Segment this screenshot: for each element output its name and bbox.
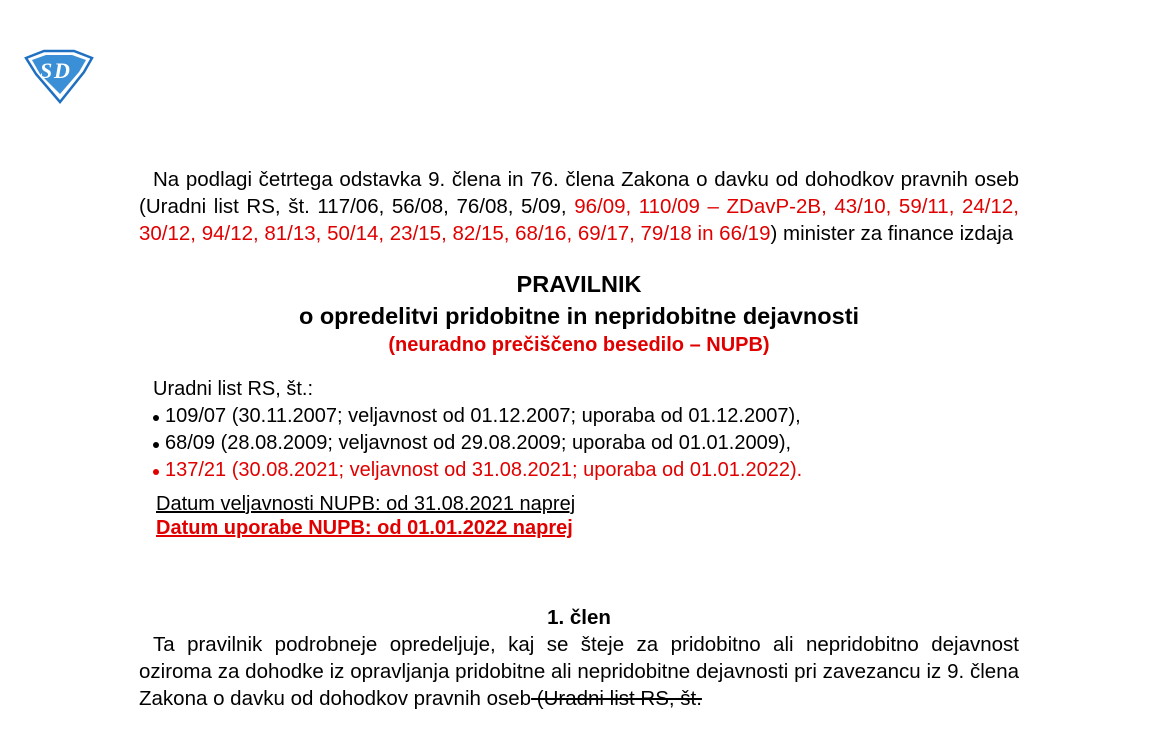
document-status-note: (neuradno prečiščeno besedilo – NUPB) xyxy=(388,334,770,356)
gazette-item xyxy=(153,430,1019,457)
bullet-icon xyxy=(153,415,159,421)
document-subtitle: o opredelitvi pridobitne in nepridobitne dejavnosti xyxy=(298,303,860,329)
gazette-item-text: 109/07 (30.11.2007; veljavnost od 01.12.2007; uporaba od 01.12.2007), xyxy=(165,405,801,427)
application-date: Datum uporabe NUPB: od 01.01.2022 naprej xyxy=(156,517,573,539)
intro-suffix: ) minister za finance izdaja xyxy=(770,222,1014,245)
gazette-item-text: 68/09 (28.08.2009; veljavnost od 29.08.2009; uporaba od 01.01.2009), xyxy=(165,432,792,454)
sd-shield-logo-icon xyxy=(22,48,96,104)
gazette-item xyxy=(153,403,1019,430)
gazette-item xyxy=(153,457,1019,484)
article-1-text xyxy=(139,631,1019,712)
bullet-icon xyxy=(153,442,159,448)
document-body xyxy=(139,166,1019,712)
intro-amendments: 96/09, 110/09 – ZDavP-2B, 43/10, 59/11, 24/12, 30/12, 94/12, 81/13, 50/14, 23/15, 82/15, 68/16, 69/17, 79/18 in 66/19 xyxy=(139,195,1019,245)
bullet-icon xyxy=(153,469,159,475)
article-1-deleted-text: (Uradni list RS, št. xyxy=(531,687,702,710)
validity-date: Datum veljavnosti NUPB: od 31.08.2021 naprej xyxy=(156,493,576,515)
article-1-body: Ta pravilnik podrobneje opredeljuje, kaj se šteje za pridobitno ali nepridobitno dejavnost oziroma za dohodke iz opravljanja pridobitne ali nepridobitne dejavnosti pri zavezancu iz 9. člena Zakona o davku od dohodkov pravnih oseb xyxy=(139,633,1019,710)
gazette-heading: Uradni list RS, št.: xyxy=(153,378,314,400)
gazette-list xyxy=(153,403,1019,484)
gazette-item-text: 137/21 (30.08.2021; veljavnost od 31.08.2021; uporaba od 01.01.2022). xyxy=(165,459,803,481)
svg-text:S: S xyxy=(40,58,53,83)
nupb-dates xyxy=(156,492,1019,540)
svg-text:D: D xyxy=(54,58,70,83)
document-title: PRAVILNIK xyxy=(516,271,642,297)
article-1-heading: 1. člen xyxy=(547,606,611,629)
intro-prefix: Na podlagi četrtega odstavka 9. člena in 76. člena Zakona o davku od dohodkov pravnih oseb (Uradni list RS, št. 117/06, 56/08, 76/08, 5/09, xyxy=(139,168,1019,218)
intro-paragraph xyxy=(139,166,1019,247)
